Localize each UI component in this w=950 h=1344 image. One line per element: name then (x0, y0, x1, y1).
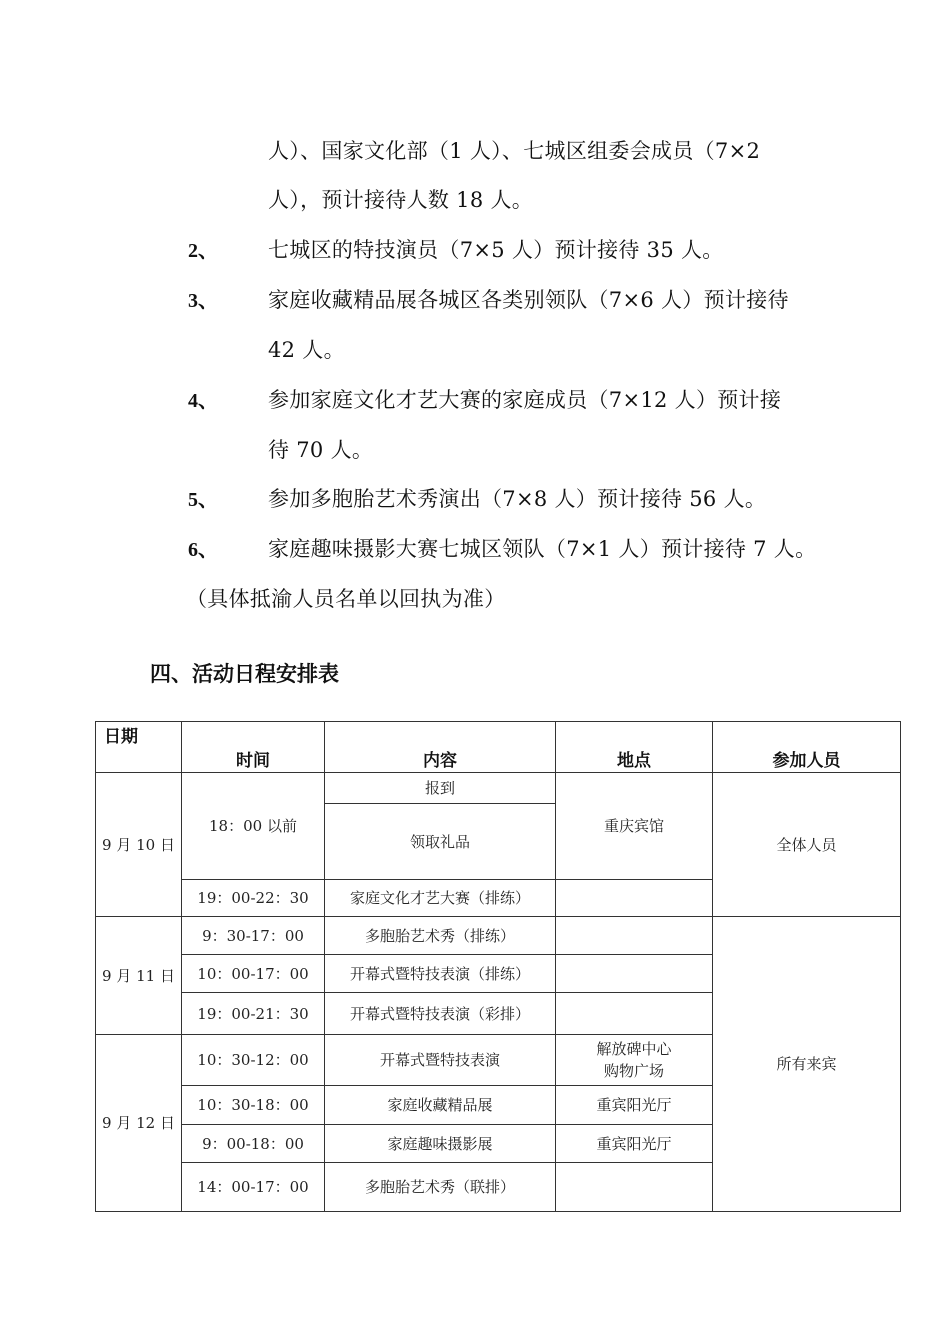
time-cell: 18：00 以前 (182, 773, 325, 880)
list-item-text: 待 70 人。 (268, 438, 374, 462)
list-item-text: 七城区的特技演员（7×5 人）预计接待 35 人。 (268, 238, 724, 262)
list-item-number: 4、 (188, 390, 218, 412)
paragraph-continuation-line-2: 人），预计接待人数 18 人。 (268, 188, 534, 212)
place-cell: 重宾阳光厅 (556, 1125, 713, 1163)
time-cell: 10：30-18：00 (182, 1086, 325, 1125)
content-cell: 家庭收藏精品展 (325, 1086, 556, 1125)
place-cell (556, 917, 713, 955)
content-cell: 家庭文化才艺大赛（排练） (325, 880, 556, 917)
content-cell: 报到 (325, 773, 556, 804)
place-cell (556, 880, 713, 917)
place-cell (556, 955, 713, 993)
list-item-number: 5、 (188, 489, 218, 511)
content-cell: 多胞胎艺术秀（联排） (325, 1163, 556, 1212)
list-item-text: 家庭收藏精品展各城区各类别领队（7×6 人）预计接待 (268, 288, 789, 312)
note-text: （具体抵渝人员名单以回执为准） (186, 587, 506, 611)
place-cell (556, 993, 713, 1035)
place-line: 解放碑中心 (596, 1040, 672, 1058)
place-cell (556, 1163, 713, 1212)
place-cell (556, 1035, 713, 1086)
content-cell: 多胞胎艺术秀（排练） (325, 917, 556, 955)
time-cell: 19：00-21：30 (182, 993, 325, 1035)
time-cell: 9：30-17：00 (182, 917, 325, 955)
content-cell: 开幕式暨特技表演（彩排） (325, 993, 556, 1035)
date-cell: 9 月 11 日 (96, 917, 182, 1035)
list-item-number: 2、 (188, 240, 218, 262)
section-heading: 四、活动日程安排表 (150, 662, 339, 686)
date-cell: 9 月 12 日 (96, 1035, 182, 1212)
time-cell: 14：00-17：00 (182, 1163, 325, 1212)
header-place: 地点 (556, 722, 713, 773)
header-people: 参加人员 (713, 722, 901, 773)
header-time: 时间 (182, 722, 325, 773)
list-item-text: 家庭趣味摄影大赛七城区领队（7×1 人）预计接待 7 人。 (268, 537, 817, 561)
date-cell: 9 月 10 日 (96, 773, 182, 917)
place-line: 购物广场 (603, 1062, 664, 1080)
list-item-text: 42 人。 (268, 338, 345, 362)
content-cell: 开幕式暨特技表演（排练） (325, 955, 556, 993)
people-cell: 所有来宾 (713, 917, 901, 1212)
content-cell: 领取礼品 (325, 804, 556, 880)
place-cell: 重庆宾馆 (556, 773, 713, 880)
list-item-text: 参加家庭文化才艺大赛的家庭成员（7×12 人）预计接 (268, 388, 782, 412)
list-item-number: 6、 (188, 539, 218, 561)
time-cell: 10：30-12：00 (182, 1035, 325, 1086)
time-cell: 10：00-17：00 (182, 955, 325, 993)
time-cell: 9：00-18：00 (182, 1125, 325, 1163)
list-item-text: 参加多胞胎艺术秀演出（7×8 人）预计接待 56 人。 (268, 487, 767, 511)
people-cell: 全体人员 (713, 773, 901, 917)
place-cell: 重宾阳光厅 (556, 1086, 713, 1125)
paragraph-continuation-line-1: 人）、国家文化部（1 人）、七城区组委会成员（7×2 (268, 139, 761, 163)
header-date: 日期 (96, 722, 182, 773)
schedule-table (95, 721, 901, 1212)
time-cell: 19：00-22：30 (182, 880, 325, 917)
content-cell: 家庭趣味摄影展 (325, 1125, 556, 1163)
content-cell: 开幕式暨特技表演 (325, 1035, 556, 1086)
list-item-number: 3、 (188, 290, 218, 312)
header-content: 内容 (325, 722, 556, 773)
